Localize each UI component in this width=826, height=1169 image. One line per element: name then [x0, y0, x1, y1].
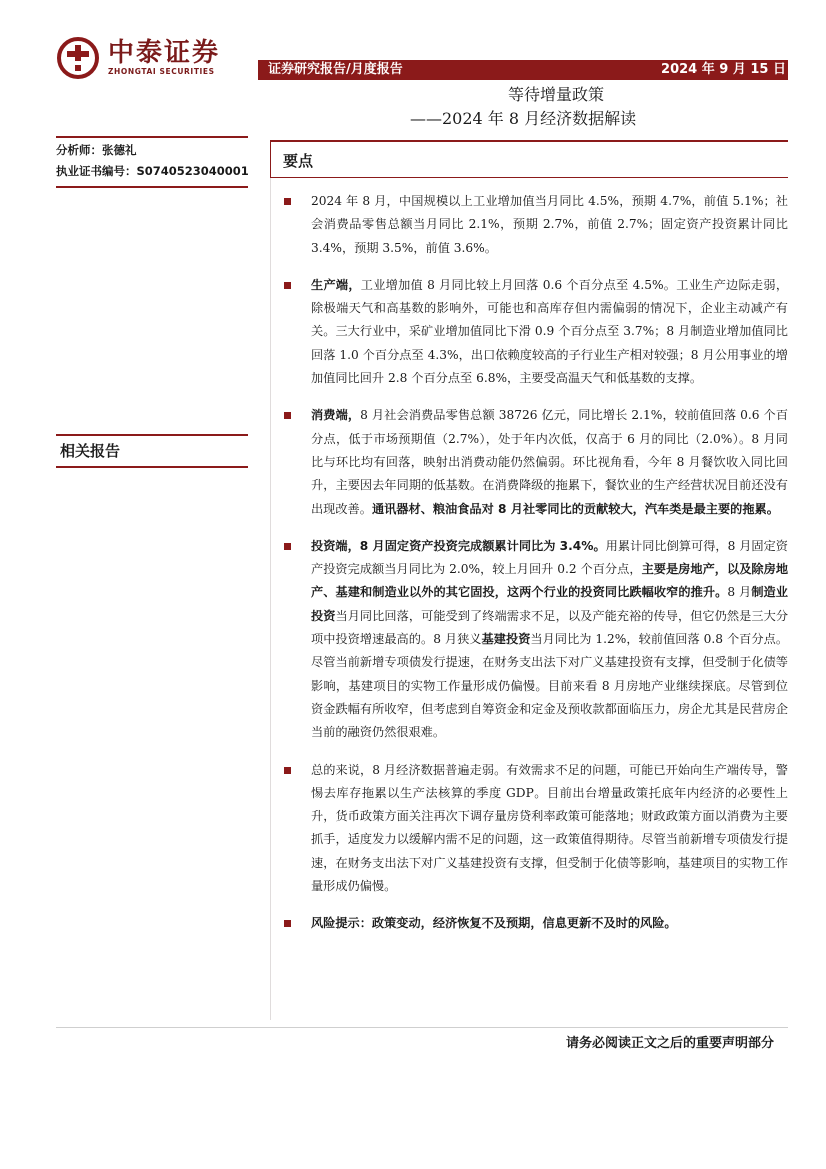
key-point-text: 总的来说，8 月经济数据普遍走弱。有效需求不足的问题，可能已开始向生产端传导，警惕去库存拖累以生产法核算的季度 GDP。目前出台增量政策托底年内经济的必要性上升，货币政策方面关注再次下调存量房贷利率政策可能落地；财政政策方面以消费为主要抓手，适度发力以缓解内需不足的问题，这一政策值得期待。尽管当前新增专项债发行提速，在财务支出法下对广义基建投资有支撑，但受制于化债等影响，基建项目的实物工作量形成仍偏慢。 — [311, 762, 788, 894]
risk-warning: 风险提示：政策变动，经济恢复不及预期，信息更新不及时的风险。 — [311, 916, 677, 931]
report-type: 证券研究报告/月度报告 — [268, 62, 403, 77]
key-point-emphasis: 主要是房地产，以及除房地产、基建和制造业以外的其它固投，这两个行业的投资同比跌幅收窄的推升。 — [311, 562, 789, 600]
key-point-text: 用累计同比倒算可得，8 月固定资产投资完成额当月同比为 2.0%，较上月回升 0.2 个百分点， — [311, 538, 788, 577]
key-point-lead: 生产端， — [311, 277, 361, 292]
key-point-text: 2024 年 8 月，中国规模以上工业增加值当月同比 4.5%，预期 4.7%，前值 5.1%；社会消费品零售总额当月同比 2.1%，预期 2.7%，前值 2.7%；固定资产投资累计同比 3.4%，预期 3.5%，前值 3.6%。 — [311, 194, 788, 255]
key-points-divider-top — [270, 140, 788, 142]
related-reports-heading: 相关报告 — [60, 442, 121, 460]
report-subtitle: ——2024 年 8 月经济数据解读 — [410, 109, 637, 128]
bullet-square-icon — [284, 543, 291, 550]
sidebar-divider-top — [56, 136, 248, 138]
bullet-square-icon — [284, 767, 291, 774]
sidebar-divider-mid — [56, 186, 248, 188]
key-point-text: 工业增加值 8 月同比较上月回落 0.6 个百分点至 4.5%。工业生产边际走弱，除极端天气和高基数的影响外，可能也和高库存但内需偏弱的情况下，企业主动减产有关。三大行业中，采矿业增加值同比下滑 0.9 个百分点至 3.7%；8 月制造业增加值同比回落 1.0 个百分点至 4.3%，出口依赖度较高的子行业生产相对较强；8 月公用事业的增加值同比回升 2.8 个百分点至 6.8%，主要受高温天气和低基数的支撑。 — [311, 277, 789, 386]
bullet-square-icon — [284, 920, 291, 927]
key-point-investment — [284, 535, 788, 745]
key-point-risk — [284, 912, 788, 935]
key-point-conclusion — [284, 759, 788, 899]
related-divider-bottom — [56, 466, 248, 468]
key-point-text: 当月同比为 1.2%，较前值回落 0.8 个百分点。尽管当前新增专项债发行提速，在财务支出法下对广义基建投资有支撑，但受制于化债等影响，基建项目的实物工作量形成仍偏慢。目前来看 8 月房地产业继续探底。尽管到位资金跌幅有所收窄，但考虑到自筹资金和定金及预收款都面临压力，房企尤其是民营房企当前的融资仍然很艰难。 — [311, 632, 789, 740]
key-point-emphasis: 制造业投资 — [311, 585, 788, 623]
key-points-heading-border — [270, 140, 271, 178]
key-points-list — [284, 190, 788, 950]
zhongtai-logo-icon — [56, 36, 100, 80]
key-points-divider-bottom — [270, 177, 788, 178]
company-logo — [56, 36, 256, 82]
bullet-square-icon — [284, 282, 291, 289]
footer-divider — [56, 1027, 788, 1028]
key-point-text: 8 月 — [727, 585, 752, 600]
bullet-square-icon — [284, 198, 291, 205]
key-point-production — [284, 274, 788, 390]
report-date: 2024 年 9 月 15 日 — [661, 62, 786, 77]
certificate-number: 执业证书编号：S0740523040001 — [56, 164, 249, 178]
related-divider-top — [56, 434, 248, 436]
key-point-lead: 消费端， — [311, 408, 361, 423]
key-point-summary — [284, 190, 788, 260]
key-point-text: 8 月社会消费品零售总额 38726 亿元，同比增长 2.1%，较前值回落 0.6 个百分点，低于市场预期值（2.7%），处于年内次低，仅高于 6 月的同比（2.0%）。8 月同比与环比均有回落，映射出消费动能仍然偏弱。环比视角看，今年 8 月餐饮收入同比回升，主要因去年同期的低基数。在消费降级的拖累下，餐饮业的生产经营状况目前还没有出现改善。 — [311, 408, 789, 516]
key-point-consumption — [284, 404, 788, 520]
report-title: 等待增量政策 — [508, 85, 605, 104]
key-point-text: 当月同比回落，可能受到了终端需求不足，以及产能充裕的传导，但它仍然是三大分项中投资增速最高的。8 月狭义 — [311, 608, 789, 647]
brand-name-en: ZHONGTAI SECURITIES — [108, 67, 215, 76]
disclaimer-notice: 请务必阅读正文之后的重要声明部分 — [565, 1036, 774, 1051]
key-points-heading: 要点 — [283, 152, 314, 170]
analyst-name: 分析师：张德礼 — [56, 143, 137, 157]
key-point-emphasis: 基建投资 — [481, 632, 531, 647]
key-point-emphasis: 通讯器材、粮油食品对 8 月社零同比的贡献较大，汽车类是最主要的拖累。 — [371, 501, 779, 516]
key-point-lead: 投资端，8 月固定资产投资完成额累计同比为 3.4%。 — [311, 538, 606, 553]
bullet-square-icon — [284, 412, 291, 419]
column-separator — [270, 178, 271, 1020]
brand-name-cn: 中泰证券 — [108, 38, 221, 68]
